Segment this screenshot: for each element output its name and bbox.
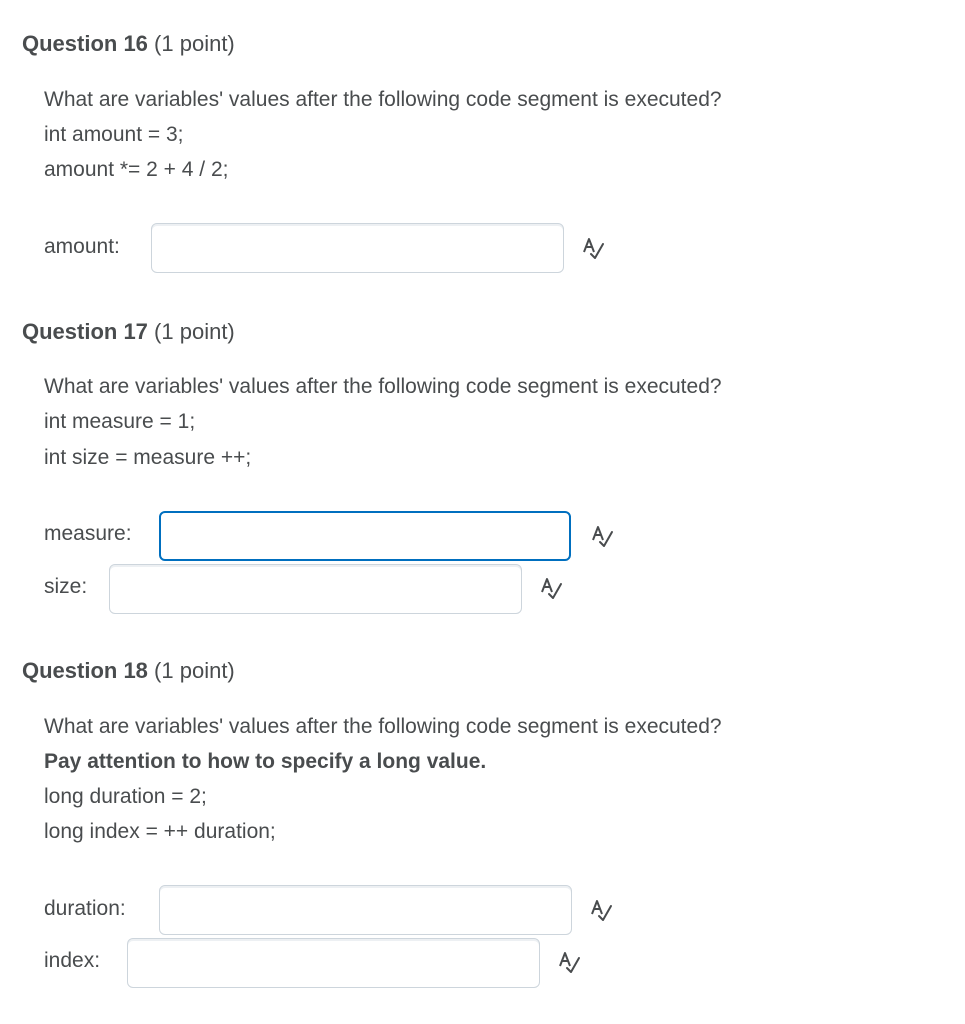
question-note: Pay attention to how to specify a long value. xyxy=(44,750,487,773)
spellcheck-icon[interactable] xyxy=(589,898,613,922)
answer-label-measure: measure: xyxy=(44,522,132,545)
question-heading xyxy=(22,658,235,684)
code-line: int amount = 3; xyxy=(44,123,184,146)
question-points: (1 point) xyxy=(154,658,235,683)
code-line: long index = ++ duration; xyxy=(44,820,276,843)
answer-label-index: index: xyxy=(44,949,101,972)
spellcheck-icon[interactable] xyxy=(539,576,563,600)
answer-label-duration: duration: xyxy=(44,897,126,920)
question-title: Question 17 xyxy=(22,319,148,344)
spellcheck-icon[interactable] xyxy=(590,524,614,548)
question-prompt: What are variables' values after the following code segment is executed? xyxy=(44,715,722,738)
answer-label-size: size: xyxy=(44,575,88,598)
code-line: int measure = 1; xyxy=(44,410,196,433)
question-points: (1 point) xyxy=(154,31,235,56)
amount-input[interactable] xyxy=(151,223,564,273)
duration-input[interactable] xyxy=(159,885,572,935)
question-title: Question 16 xyxy=(22,31,148,56)
size-input[interactable] xyxy=(109,564,522,614)
question-heading xyxy=(22,319,235,345)
question-prompt: What are variables' values after the following code segment is executed? xyxy=(44,375,722,398)
question-title: Question 18 xyxy=(22,658,148,683)
measure-input[interactable] xyxy=(159,511,571,561)
question-heading xyxy=(22,31,235,57)
code-line: amount *= 2 + 4 / 2; xyxy=(44,158,229,181)
index-input[interactable] xyxy=(127,938,540,988)
answer-label-amount: amount: xyxy=(44,235,120,258)
code-line: int size = measure ++; xyxy=(44,446,252,469)
code-line: long duration = 2; xyxy=(44,785,207,808)
spellcheck-icon[interactable] xyxy=(557,950,581,974)
question-points: (1 point) xyxy=(154,319,235,344)
question-prompt: What are variables' values after the following code segment is executed? xyxy=(44,88,722,111)
spellcheck-icon[interactable] xyxy=(581,236,605,260)
